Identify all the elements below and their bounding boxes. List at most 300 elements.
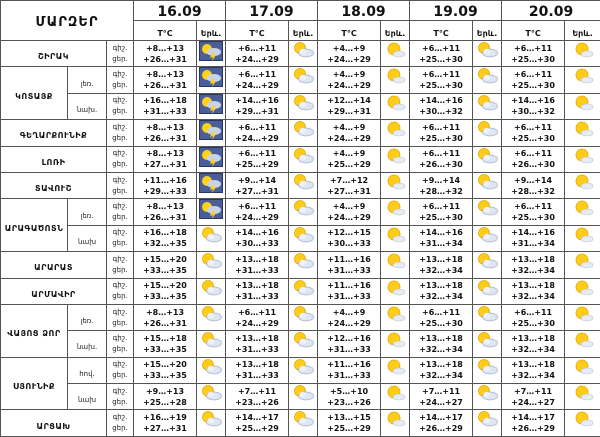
icon-cell: [381, 199, 410, 225]
night-temp: +13…+18: [419, 281, 463, 291]
night-temp: +13…+18: [235, 333, 279, 343]
temp-cell: [134, 225, 197, 251]
sunny-icon: [565, 199, 600, 224]
partly-cloudy-icon: [289, 252, 317, 277]
night-temp: +13…+18: [235, 254, 279, 264]
subarea-label: նախ: [77, 396, 97, 405]
day-temp: +32…+34: [511, 344, 555, 354]
partly-cloudy-icon: [473, 305, 501, 330]
partly-cloudy-icon: [473, 410, 501, 436]
icon-cell: [289, 146, 318, 172]
partly-cloudy-icon: [473, 41, 501, 66]
day-temp: +23…+26: [327, 397, 371, 407]
day-temp: +31…+34: [419, 239, 463, 249]
day-temp: +25…+30: [511, 318, 555, 328]
day-temp: +24…+29: [327, 133, 371, 143]
night-temp: +12…+15: [327, 228, 371, 238]
sunny-icon: [381, 358, 409, 383]
icon-cell: [289, 252, 318, 278]
temp-cell: [502, 225, 565, 251]
night-temp: +8…+13: [145, 122, 185, 132]
temp-cell: [410, 252, 473, 278]
sunny-icon: [381, 41, 409, 66]
night-temp: +13…+18: [511, 281, 555, 291]
icon-cell: [381, 146, 410, 172]
region-name-cell: [1, 146, 107, 172]
night-temp: +6…+11: [514, 70, 553, 80]
temp-cell: [134, 331, 197, 357]
day-night-cell: [107, 199, 134, 225]
day-night-cell: [107, 67, 134, 93]
day-temp: +31…+33: [143, 107, 187, 117]
icon-cell: [197, 225, 226, 251]
night-temp: +6…+11: [421, 149, 461, 159]
icon-cell: [289, 410, 318, 437]
night-label: գիշ.: [112, 175, 128, 184]
icon-cell: [381, 41, 410, 67]
subarea-cell: [68, 331, 107, 357]
day-temp: +25…+30: [511, 54, 555, 64]
sunny-icon: [565, 305, 600, 330]
sunny-icon: [565, 384, 600, 409]
night-temp: +6…+11: [421, 43, 461, 53]
subarea-label: նախ.: [76, 343, 98, 352]
region-name: ԳԵՂԱՐՔՈՒՆԻՔ: [19, 131, 88, 141]
day-temp: +24…+27: [511, 397, 555, 407]
sunny-icon: [381, 331, 409, 356]
icon-cell: [565, 252, 600, 278]
night-temp: +14…+17: [419, 413, 463, 423]
day-temp: +25…+30: [511, 213, 555, 223]
temp-cell: [318, 67, 381, 93]
day-night-cell: [107, 278, 134, 304]
icon-cell: [289, 278, 318, 304]
night-temp: +6…+11: [237, 307, 277, 317]
sunny-icon: [381, 67, 409, 92]
day-temp: +24…+29: [235, 133, 279, 143]
day-temp: +31…+33: [327, 344, 371, 354]
region-name: ԱՐԱԳԱԾՈՏՆ: [4, 223, 64, 233]
day-temp: +25…+29: [327, 160, 371, 170]
region-row: [1, 199, 600, 225]
region-row: [1, 93, 600, 119]
day-label: ցեր.: [112, 424, 128, 433]
day-temp: +25…+29: [327, 424, 371, 434]
day-temp: +27…+31: [235, 186, 279, 196]
day-temp: +25…+29: [235, 160, 279, 170]
day-temp: +32…+34: [419, 292, 463, 302]
day-temp: +24…+29: [327, 318, 371, 328]
day-label: ցեր.: [112, 186, 128, 195]
region-name: ՍՅՈՒՆԻՔ: [13, 382, 55, 392]
day-temp: +32…+35: [143, 239, 187, 249]
temp-cell: [410, 172, 473, 198]
partly-cloudy-icon: [197, 358, 225, 383]
temp-cell: [134, 146, 197, 172]
day-temp: +33…+35: [143, 344, 187, 354]
night-temp: +13…+18: [511, 360, 555, 370]
icon-cell: [381, 331, 410, 357]
temp-cell: [410, 357, 473, 383]
temp-cell: [502, 384, 565, 410]
day-temp: +25…+30: [419, 133, 463, 143]
temp-cell: [134, 384, 197, 410]
icon-cell: [565, 199, 600, 225]
partly-cloudy-icon: [473, 226, 501, 251]
night-temp: +12…+16: [327, 333, 371, 343]
sunny-icon: [381, 173, 409, 198]
region-row: [1, 41, 600, 67]
sunny-icon: [565, 173, 600, 198]
temp-cell: [226, 120, 289, 146]
partly-cloudy-icon: [289, 199, 317, 224]
day-night-cell: [107, 120, 134, 146]
region-name-cell: [1, 357, 68, 410]
day-temp: +29…+33: [143, 186, 187, 196]
region-name: ԱՐՄԱՎԻՐ: [31, 289, 76, 299]
date-header: 20.09: [502, 1, 600, 21]
icon-cell: [381, 357, 410, 383]
night-label: գիշ.: [112, 386, 128, 395]
night-temp: +14…+16: [511, 96, 555, 106]
forecast-body: [1, 41, 600, 437]
subarea-cell: [68, 67, 107, 93]
icon-cell: [197, 278, 226, 304]
icon-cell: [289, 304, 318, 330]
icon-cell: [197, 67, 226, 93]
day-temp: +25…+30: [511, 81, 555, 91]
icon-cell: [565, 278, 600, 304]
night-label: գիշ.: [112, 122, 128, 131]
partly-cloudy-icon: [197, 252, 225, 277]
temp-cell: [318, 146, 381, 172]
sunny-icon: [381, 384, 409, 409]
partly-cloudy-icon: [473, 94, 501, 119]
temp-cell: [502, 172, 565, 198]
night-temp: +9…+14: [514, 175, 553, 185]
temp-cell: [502, 304, 565, 330]
day-temp: +33…+35: [143, 265, 187, 275]
night-label: գիշ.: [112, 413, 128, 422]
day-night-cell: [107, 146, 134, 172]
day-temp: +33…+35: [143, 371, 187, 381]
icon-cell: [197, 93, 226, 119]
subarea-label: լեռ.: [80, 79, 94, 88]
sunny-icon: [565, 94, 600, 119]
region-name: ՏԱՎՈՒՇ: [35, 184, 72, 194]
night-temp: +6…+11: [514, 307, 553, 317]
partly-cloudy-icon: [473, 358, 501, 383]
temp-col-header: T°C: [502, 21, 565, 41]
icon-cell: [197, 172, 226, 198]
region-name-cell: [1, 41, 107, 67]
day-temp: +24…+29: [327, 81, 371, 91]
region-row: [1, 67, 600, 93]
night-temp: +13…+18: [511, 254, 555, 264]
partly-cloudy-icon: [473, 147, 501, 172]
icon-cell: [197, 304, 226, 330]
sunny-icon: [565, 120, 600, 145]
partly-cloudy-icon: [289, 226, 317, 251]
night-temp: +6…+11: [421, 70, 461, 80]
icon-cell: [473, 304, 502, 330]
region-row: [1, 225, 600, 251]
icon-cell: [381, 278, 410, 304]
sunny-icon: [565, 358, 600, 383]
icon-cell: [473, 331, 502, 357]
night-temp: +13…+15: [327, 413, 371, 423]
day-temp: +31…+33: [327, 292, 371, 302]
regions-header: [1, 1, 134, 41]
icon-cell: [381, 67, 410, 93]
icon-cell: [473, 357, 502, 383]
region-row: [1, 304, 600, 330]
temp-cell: [226, 331, 289, 357]
icon-cell: [289, 67, 318, 93]
icon-cell: [289, 199, 318, 225]
icon-cell: [473, 252, 502, 278]
subarea-cell: [68, 199, 107, 225]
night-temp: +9…+14: [237, 175, 277, 185]
temp-cell: [502, 67, 565, 93]
partly-cloudy-icon: [289, 94, 317, 119]
sunny-icon: [565, 226, 600, 251]
subarea-label: նախ.: [76, 105, 98, 114]
night-temp: +16…+18: [143, 96, 187, 106]
temp-col-header: T°C: [410, 21, 473, 41]
night-temp: +9…+14: [421, 175, 461, 185]
partly-cloudy-icon: [289, 384, 317, 409]
icon-cell: [565, 410, 600, 437]
partly-cloudy-icon: [289, 41, 317, 66]
region-row: [1, 146, 600, 172]
day-label: ցեր.: [112, 265, 128, 274]
temp-cell: [318, 278, 381, 304]
day-label: ցեր.: [112, 397, 128, 406]
night-temp: +8…+13: [145, 43, 185, 53]
region-name-cell: [1, 278, 107, 304]
day-temp: +25…+29: [235, 424, 279, 434]
day-temp: +31…+33: [235, 265, 279, 275]
day-temp: +32…+34: [511, 292, 555, 302]
icon-cell: [565, 146, 600, 172]
night-temp: +8…+13: [145, 202, 185, 212]
night-label: գիշ.: [112, 70, 128, 79]
icon-cell: [197, 41, 226, 67]
icon-cell: [473, 120, 502, 146]
day-temp: +28…+32: [419, 186, 463, 196]
day-temp: +27…+31: [143, 160, 187, 170]
temp-cell: [134, 120, 197, 146]
subarea-label: լեռ.: [80, 211, 94, 220]
sunny-icon: [381, 120, 409, 145]
sunny-icon: [565, 252, 600, 277]
night-temp: +13…+18: [419, 333, 463, 343]
temp-cell: [318, 410, 381, 437]
day-label: ցեր.: [112, 213, 128, 222]
day-temp: +26…+31: [143, 133, 187, 143]
sunny-icon: [381, 94, 409, 119]
icon-cell: [381, 410, 410, 437]
partly-cloudy-icon: [197, 226, 225, 251]
night-temp: +6…+11: [514, 149, 553, 159]
night-temp: +9…+13: [145, 386, 185, 396]
day-label: ցեր.: [112, 54, 128, 63]
region-name: ԿՈՏԱՅՔ: [15, 91, 53, 101]
day-label: ցեր.: [112, 318, 128, 327]
night-temp: +13…+18: [235, 360, 279, 370]
night-temp: +6…+11: [421, 122, 461, 132]
date-header: 17.09: [226, 1, 318, 21]
partly-cloudy-icon: [289, 410, 317, 436]
temp-cell: [410, 278, 473, 304]
day-night-cell: [107, 225, 134, 251]
night-temp: +8…+13: [145, 307, 185, 317]
day-temp: +25…+30: [419, 81, 463, 91]
temp-cell: [134, 357, 197, 383]
sunny-icon: [565, 67, 600, 92]
day-temp: +32…+34: [419, 265, 463, 275]
night-temp: +6…+11: [237, 149, 277, 159]
icon-cell: [289, 93, 318, 119]
temp-cell: [410, 146, 473, 172]
sunny-icon: [565, 41, 600, 66]
partly-cloudy-icon: [289, 67, 317, 92]
night-temp: +6…+11: [237, 70, 277, 80]
day-night-cell: [107, 331, 134, 357]
day-label: ցեր.: [112, 239, 128, 248]
temp-cell: [502, 41, 565, 67]
day-label: ցեր.: [112, 371, 128, 380]
night-temp: +5…+10: [329, 386, 369, 396]
night-temp: +14…+16: [235, 228, 279, 238]
regions-title: ՄԱՐԶԵՐ: [35, 15, 99, 30]
icon-cell: [381, 120, 410, 146]
temp-cell: [410, 304, 473, 330]
night-temp: +16…+19: [143, 413, 187, 423]
storm-icon: [197, 147, 225, 172]
icon-cell: [381, 172, 410, 198]
icon-cell: [565, 41, 600, 67]
night-label: գիշ.: [112, 149, 128, 158]
icon-cell: [565, 357, 600, 383]
night-temp: +7…+11: [514, 386, 553, 396]
partly-cloudy-icon: [473, 199, 501, 224]
region-row: [1, 384, 600, 410]
icon-cell: [473, 41, 502, 67]
icon-cell: [473, 384, 502, 410]
night-temp: +14…+16: [235, 96, 279, 106]
night-temp: +14…+17: [511, 413, 555, 423]
region-name-cell: [1, 172, 107, 198]
day-temp: +31…+33: [235, 344, 279, 354]
region-row: [1, 410, 600, 437]
day-temp: +26…+29: [419, 424, 463, 434]
icon-cell: [381, 304, 410, 330]
day-temp: +26…+30: [419, 160, 463, 170]
storm-icon: [197, 41, 225, 66]
region-row: [1, 278, 600, 304]
subarea-cell: [68, 93, 107, 119]
icon-cell: [473, 67, 502, 93]
day-temp: +25…+30: [419, 213, 463, 223]
icon-cell: [565, 172, 600, 198]
night-temp: +4…+9: [332, 149, 366, 159]
icon-cell: [197, 252, 226, 278]
icon-cell: [381, 384, 410, 410]
night-temp: +6…+11: [514, 122, 553, 132]
sunny-icon: [565, 279, 600, 304]
day-temp: +27…+31: [143, 424, 187, 434]
night-temp: +14…+16: [419, 96, 463, 106]
sunny-icon: [565, 331, 600, 356]
icon-col-header: Երև.: [381, 21, 410, 41]
night-temp: +13…+18: [511, 333, 555, 343]
day-temp: +25…+30: [419, 54, 463, 64]
region-row: [1, 172, 600, 198]
sunny-icon: [381, 410, 409, 436]
day-night-cell: [107, 304, 134, 330]
temp-cell: [318, 41, 381, 67]
icon-cell: [473, 225, 502, 251]
region-name: ՇԻՐԱԿ: [37, 52, 70, 62]
sunny-icon: [565, 410, 600, 436]
temp-cell: [502, 199, 565, 225]
icon-cell: [381, 93, 410, 119]
day-temp: +24…+29: [327, 213, 371, 223]
night-temp: +6…+11: [237, 202, 277, 212]
night-temp: +8…+13: [145, 149, 185, 159]
day-temp: +26…+31: [143, 318, 187, 328]
temp-cell: [226, 304, 289, 330]
temp-cell: [318, 93, 381, 119]
day-temp: +31…+33: [235, 371, 279, 381]
night-temp: +12…+14: [327, 96, 371, 106]
day-temp: +33…+35: [143, 292, 187, 302]
temp-cell: [226, 357, 289, 383]
temp-cell: [226, 67, 289, 93]
storm-icon: [197, 199, 225, 224]
partly-cloudy-icon: [289, 279, 317, 304]
temp-cell: [502, 252, 565, 278]
sunny-icon: [381, 279, 409, 304]
night-temp: +4…+9: [332, 43, 366, 53]
temp-cell: [134, 304, 197, 330]
day-temp: +24…+29: [235, 54, 279, 64]
day-temp: +31…+34: [511, 239, 555, 249]
day-night-cell: [107, 172, 134, 198]
temp-cell: [134, 93, 197, 119]
sunny-icon: [381, 305, 409, 330]
icon-cell: [289, 172, 318, 198]
day-temp: +24…+29: [235, 213, 279, 223]
icon-cell: [565, 225, 600, 251]
partly-cloudy-icon: [197, 384, 225, 409]
icon-cell: [289, 41, 318, 67]
day-night-cell: [107, 357, 134, 383]
day-temp: +26…+31: [143, 81, 187, 91]
icon-cell: [381, 225, 410, 251]
temp-cell: [226, 41, 289, 67]
region-name-cell: [1, 410, 107, 437]
night-temp: +14…+16: [419, 228, 463, 238]
night-temp: +6…+11: [237, 43, 277, 53]
region-name: ԼՈՌԻ: [41, 157, 66, 167]
partly-cloudy-icon: [197, 410, 225, 436]
day-temp: +25…+28: [143, 397, 187, 407]
partly-cloudy-icon: [473, 279, 501, 304]
night-temp: +6…+11: [514, 43, 553, 53]
